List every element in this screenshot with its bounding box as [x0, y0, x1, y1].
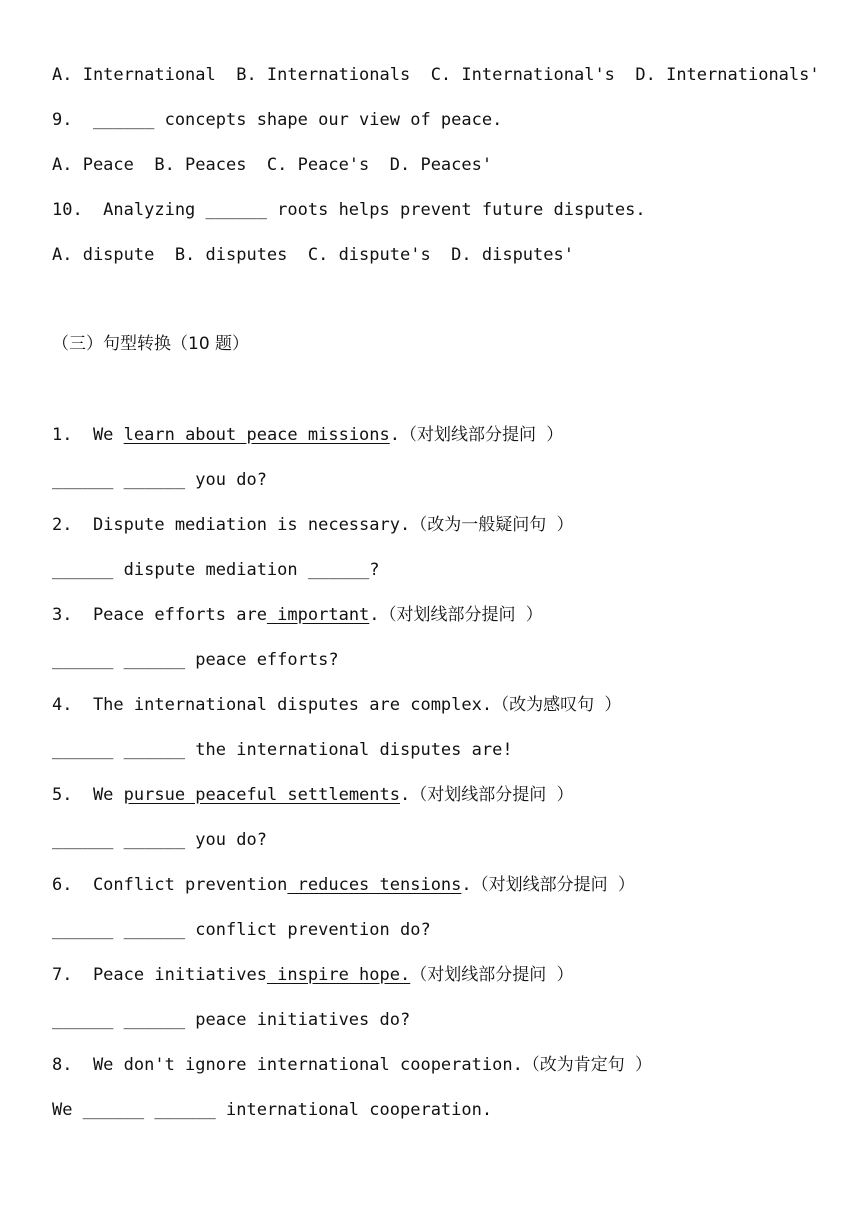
transform-5	[52, 784, 573, 806]
transform-6-answer: ______ ______ conflict prevention do?	[52, 920, 431, 940]
transform-5-text: 5. We	[52, 785, 124, 805]
transform-6-instruction: .（对划线部分提问 ）	[461, 875, 635, 895]
transform-4-text: 4. The international disputes are complex.（改为感叹句 ）	[52, 695, 622, 715]
transform-3-text: 3. Peace efforts are	[52, 605, 267, 625]
transform-5-instruction: .（对划线部分提问 ）	[400, 785, 574, 805]
question-10: 10. Analyzing ______ roots helps prevent future disputes.	[52, 200, 646, 220]
transform-6-text: 6. Conflict prevention	[52, 875, 288, 895]
transform-1-underlined: learn about peace missions	[123, 425, 390, 445]
options-line-8: A. International B. Internationals C. International's D. Internationals'	[52, 65, 820, 85]
transform-5-underlined: pursue peaceful settlements	[123, 785, 400, 805]
transform-2-text: 2. Dispute mediation is necessary.（改为一般疑问句 ）	[52, 515, 574, 535]
transform-1-text: 1. We	[52, 425, 124, 445]
transform-8-answer: We ______ ______ international cooperation.	[52, 1100, 493, 1120]
transform-8-text: 8. We don't ignore international cooperation.（改为肯定句 ）	[52, 1055, 653, 1075]
transform-7-instruction: （对划线部分提问 ）	[410, 965, 574, 985]
transform-6-underlined: reduces tensions	[287, 875, 462, 895]
transform-3-answer: ______ ______ peace efforts?	[52, 650, 339, 670]
options-line-10: A. dispute B. disputes C. dispute's D. disputes'	[52, 245, 574, 265]
transform-1-answer: ______ ______ you do?	[52, 470, 267, 490]
transform-7-underlined: inspire hope.	[266, 965, 411, 985]
transform-4	[52, 694, 621, 716]
transform-2-answer: ______ dispute mediation ______?	[52, 560, 380, 580]
transform-8	[52, 1054, 652, 1076]
transform-4-answer: ______ ______ the international disputes are!	[52, 740, 513, 760]
options-line-9: A. Peace B. Peaces C. Peace's D. Peaces'	[52, 155, 493, 175]
question-9: 9. ______ concepts shape our view of peace.	[52, 110, 503, 130]
transform-3-instruction: .（对划线部分提问 ）	[369, 605, 543, 625]
transform-1-instruction: .（对划线部分提问 ）	[389, 425, 564, 445]
transform-7-text: 7. Peace initiatives	[52, 965, 267, 985]
section-title: （三）句型转换（10 题）	[52, 334, 250, 354]
transform-7-answer: ______ ______ peace initiatives do?	[52, 1010, 411, 1030]
transform-7	[52, 964, 573, 986]
transform-6	[52, 874, 635, 896]
transform-3-underlined: important	[266, 605, 370, 625]
transform-5-answer: ______ ______ you do?	[52, 830, 267, 850]
transform-3	[52, 604, 543, 626]
transform-1	[52, 424, 563, 446]
transform-2	[52, 514, 573, 536]
